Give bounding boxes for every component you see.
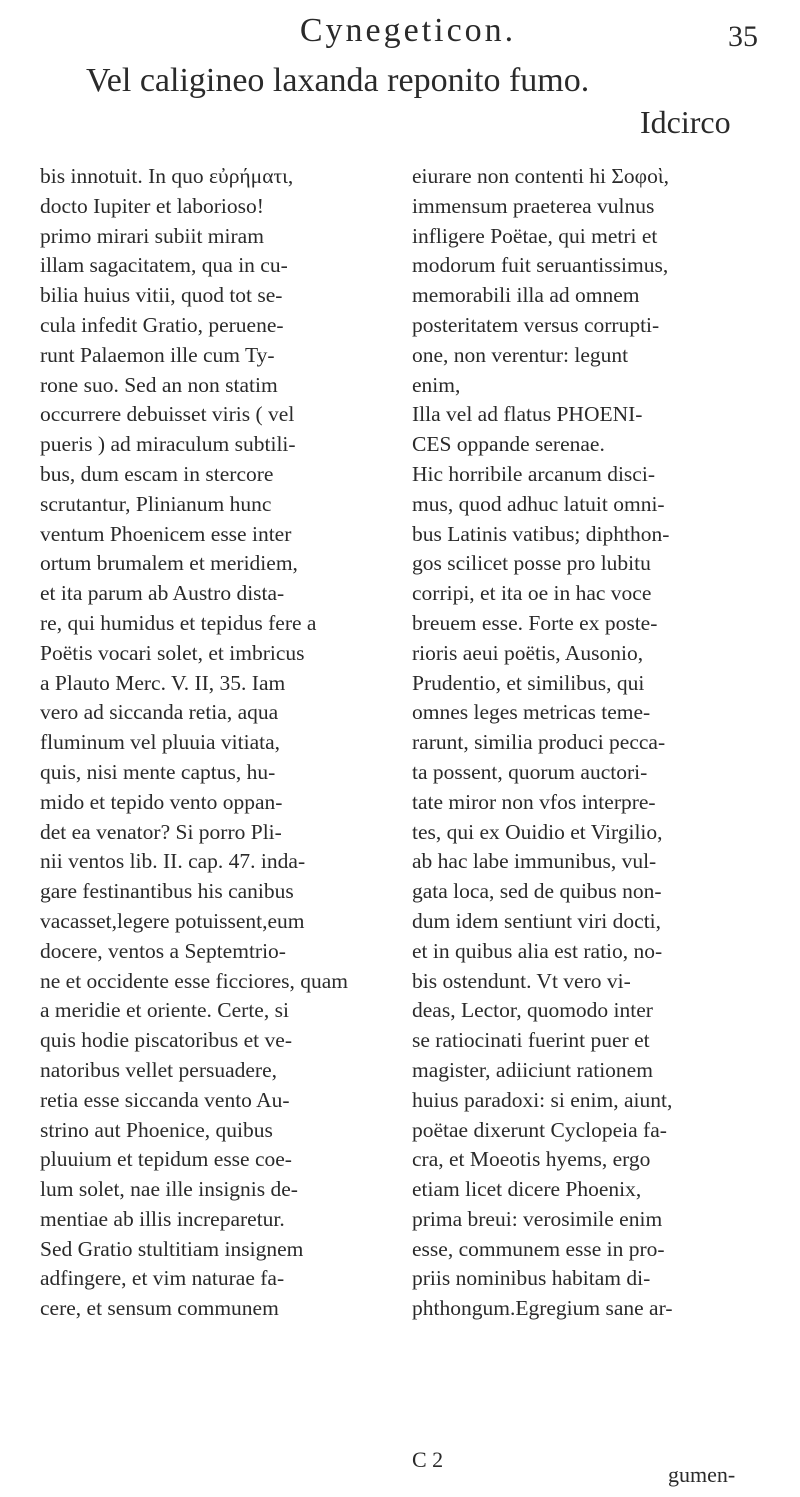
text-line: prima breui: verosimile enim [412,1206,663,1231]
text-line: priis nominibus habitam di- [412,1266,651,1291]
text-line: ta possent, quorum auctori- [412,759,648,784]
text-line: huius paradoxi: si enim, aiunt, [412,1087,673,1112]
text-line: cere, et sensum communem [40,1296,279,1321]
text-line: occurrere debuisset viris ( vel [40,402,295,427]
text-line: breuem esse. Forte ex poste- [412,610,658,635]
text-line: re, qui humidus et tepidus fere a [40,610,317,635]
text-line: deas, Lector, quomodo inter [412,998,653,1023]
text-line: pluuium et tepidum esse coe- [40,1147,292,1172]
catchword-top: Idcirco [640,104,731,140]
text-line: CES oppande serenae. [412,432,605,457]
verse-line: Vel caligineo laxanda reponito fumo. [86,62,590,99]
page-number: 35 [728,20,758,53]
text-line: strino aut Phoenice, quibus [40,1117,273,1142]
text-line: Poëtis vocari solet, et imbricus [40,640,305,665]
text-line: bis innotuit. In quo εὐρήματι, [40,164,294,188]
text-line: et in quibus alia est ratio, no- [412,938,663,963]
running-title: Cynegeticon. [299,12,517,49]
text-line: Prudentio, et similibus, qui [412,670,645,695]
text-line: corripi, et ita oe in hac voce [412,581,652,606]
text-line: nii ventos lib. II. cap. 47. inda- [40,849,306,874]
text-line: ortum brumalem et meridiem, [40,551,298,576]
text-line: gare festinantibus his canibus [40,879,294,904]
running-head [0,12,800,62]
text-line: rioris aeui poëtis, Ausonio, [412,640,644,665]
text-line: omnes leges metricas teme- [412,700,651,725]
text-line: Sed Gratio stultitiam insignem [40,1236,304,1261]
text-line: cula infedit Gratio, peruene- [40,312,284,337]
text-line: etiam licet dicere Phoenix, [412,1177,642,1202]
text-line: primo mirari subiit miram [40,223,264,248]
text-line: vacasset,legere potuissent,eum [40,908,305,933]
text-line: mus, quod adhuc latuit omni- [412,491,665,516]
text-line: bis ostendunt. Vt vero vi- [412,968,631,993]
text-line: ne et occidente esse ficciores, quam [40,968,349,993]
text-line: gata loca, sed de quibus non- [412,879,662,904]
text-line: fluminum vel pluuia vitiata, [40,730,281,755]
text-line: rone suo. Sed an non statim [40,372,278,397]
text-line: natoribus vellet persuadere, [40,1057,278,1082]
text-line: tes, qui ex Ouidio et Virgilio, [412,819,663,844]
text-line: immensum praeterea vulnus [412,193,655,218]
text-line: quis hodie piscatoribus et ve- [40,1028,292,1053]
text-line: illam sagacitatem, qua in cu- [40,253,288,278]
text-line: infligere Poëtae, qui metri et [412,223,658,248]
text-line: et ita parum ab Austro dista- [40,581,285,606]
text-line: mido et tepido vento oppan- [40,789,283,814]
catchword-bottom: gumen- [668,1462,736,1487]
text-line: bus, dum escam in stercore [40,461,274,486]
text-line: poëtae dixerunt Cyclopeia fa- [412,1117,667,1142]
text-line: scrutantur, Plinianum hunc [40,491,272,516]
text-line: Illa vel ad flatus PHOENI- [412,402,643,427]
text-line: modorum fuit seruantissimus, [412,253,669,278]
text-line: enim, [412,372,461,397]
text-line: docto Iupiter et laborioso! [40,193,264,218]
text-line: posteritatem versus corrupti- [412,312,660,337]
text-line: lum solet, nae ille insignis de- [40,1177,298,1202]
text-line: eiurare non contenti hi Σοφοὶ, [412,164,669,188]
text-line: bilia huius vitii, quod tot se- [40,283,283,308]
right-column [412,162,768,1324]
text-line: bus Latinis vatibus; diphthon- [412,521,670,546]
text-line: memorabili illa ad omnem [412,283,640,308]
text-line: mentiae ab illis increparetur. [40,1206,285,1231]
text-line: phthongum.Egregium sane ar- [412,1296,673,1321]
text-line: rarunt, similia produci pecca- [412,730,666,755]
text-line: dum idem sentiunt viri docti, [412,908,662,933]
text-line: Hic horribile arcanum disci- [412,461,655,486]
text-line: runt Palaemon ille cum Ty- [40,342,275,367]
text-line: cra, et Moeotis hyems, ergo [412,1147,651,1172]
text-line: pueris ) ad miraculum subtili- [40,432,296,457]
text-line: retia esse siccanda vento Au- [40,1087,290,1112]
text-line: ventum Phoenicem esse inter [40,521,292,546]
text-line: det ea venator? Si porro Pli- [40,819,282,844]
left-column [40,162,390,1324]
text-line: one, non verentur: legunt [412,342,629,367]
text-line: ab hac labe immunibus, vul- [412,849,657,874]
text-line: esse, communem esse in pro- [412,1236,665,1261]
text-line: gos scilicet posse pro lubitu [412,551,651,576]
text-line: magister, adiiciunt rationem [412,1057,653,1082]
signature-mark: C 2 [412,1447,444,1472]
text-line: se ratiocinati fuerint puer et [412,1028,650,1053]
text-line: adfingere, et vim naturae fa- [40,1266,285,1291]
text-line: vero ad siccanda retia, aqua [40,700,279,725]
text-line: quis, nisi mente captus, hu- [40,759,276,784]
text-line: a meridie et oriente. Certe, si [40,998,289,1023]
text-line: docere, ventos a Septemtrio- [40,938,286,963]
text-line: a Plauto Merc. V. II, 35. Iam [40,670,286,695]
text-line: tate miror non vfos interpre- [412,789,656,814]
